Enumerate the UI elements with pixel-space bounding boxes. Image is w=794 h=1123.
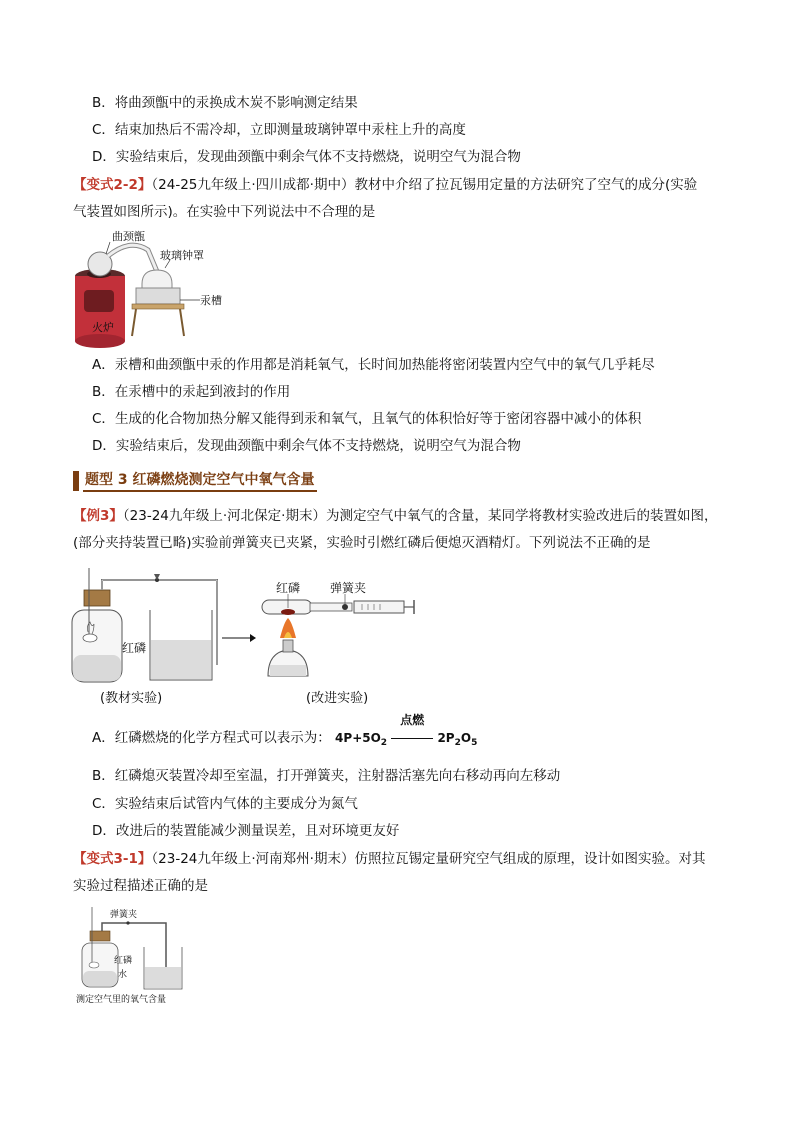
lavoisier-apparatus-figure	[70, 228, 240, 350]
variant-tag: 【变式3-1】	[73, 851, 152, 867]
option-b: B．将曲颈甑中的汞换成木炭不影响测定结果	[92, 95, 358, 111]
example-3-option-b: B．红磷熄灭装置冷却至室温，打开弹簧夹，注射器活塞先向右移动再向左移动	[92, 768, 561, 784]
example-3-option-c: C．实验结束后试管内气体的主要成分为氮气	[92, 796, 358, 812]
oxygen-content-figure	[74, 903, 204, 1008]
svg-text:红磷: 红磷	[276, 581, 301, 595]
section-title: 题型 3 红磷燃烧测定空气中氧气含量	[83, 471, 317, 492]
section-bar	[73, 471, 79, 491]
example-3-line2: (部分夹持装置已略)实验前弹簧夹已夹紧，实验时引燃红磷后便熄灭酒精灯。下列说法不正确的是	[73, 535, 651, 551]
variant-tag: 【变式2-2】	[73, 177, 152, 193]
svg-text:曲颈甑: 曲颈甑	[112, 230, 145, 243]
variant-2-2-line1: 【变式2-2】（24-25九年级上·四川成都·期中）教材中介绍了拉瓦锡用定量的方法研究了空气的成分(实验	[73, 177, 698, 193]
svg-text:玻璃钟罩: 玻璃钟罩	[160, 249, 204, 262]
variant-2-2-line2: 气装置如图所示)。在实验中下列说法中不合理的是	[73, 204, 376, 220]
svg-text:火炉: 火炉	[92, 321, 114, 334]
option-c: C．结束加热后不需冷却，立即测量玻璃钟罩中汞柱上升的高度	[92, 122, 466, 138]
phosphorus-experiment-figure	[62, 560, 422, 710]
option-d: D．实验结束后，发现曲颈甑中剩余气体不支持燃烧，说明空气为混合物	[92, 149, 521, 165]
section-heading	[73, 470, 317, 492]
svg-text:弹簧夹: 弹簧夹	[330, 581, 367, 595]
svg-text:红磷: 红磷	[114, 956, 133, 966]
svg-text:(改进实验): (改进实验)	[306, 691, 369, 706]
svg-text:(教材实验): (教材实验)	[100, 691, 163, 706]
example-3-line1: 【例3】（23-24九年级上·河北保定·期末）为测定空气中氧气的含量，某同学将教材实验改进后的装置如图，	[73, 508, 718, 524]
svg-text:红磷: 红磷	[122, 641, 147, 655]
variant-2-2-option-c: C．生成的化合物加热分解又能得到汞和氧气，且氧气的体积恰好等于密闭容器中减小的体积	[92, 411, 642, 427]
example-3-option-a: A．红磷燃烧的化学方程式可以表示为： $4P+5O_2$ 点燃 $2P_2O_5$	[92, 728, 477, 753]
variant-2-2-option-b: B．在汞槽中的汞起到液封的作用	[92, 384, 291, 400]
variant-3-1-line1: 【变式3-1】（23-24九年级上·河南郑州·期末）仿照拉瓦锡定量研究空气组成的原理，设计如图实验。对其	[73, 851, 706, 867]
svg-text:汞槽: 汞槽	[200, 294, 222, 307]
example-tag: 【例3】	[73, 508, 123, 524]
svg-text:弹簧夹: 弹簧夹	[110, 910, 138, 920]
variant-3-1-line2: 实验过程描述正确的是	[73, 878, 208, 894]
svg-text:水: 水	[118, 970, 128, 980]
combustion-equation: $4P+5O_2$ 点燃 $2P_2O_5$	[335, 713, 478, 748]
example-3-option-d: D．改进后的装置能减少测量误差，且对环境更友好	[92, 823, 400, 839]
variant-2-2-option-d: D．实验结束后，发现曲颈甑中剩余气体不支持燃烧，说明空气为混合物	[92, 438, 521, 454]
svg-text:测定空气里的氧气含量: 测定空气里的氧气含量	[76, 995, 167, 1005]
variant-2-2-option-a: A．汞槽和曲颈甑中汞的作用都是消耗氧气，长时间加热能将密闭装置内空气中的氧气几乎耗尽	[92, 357, 655, 373]
